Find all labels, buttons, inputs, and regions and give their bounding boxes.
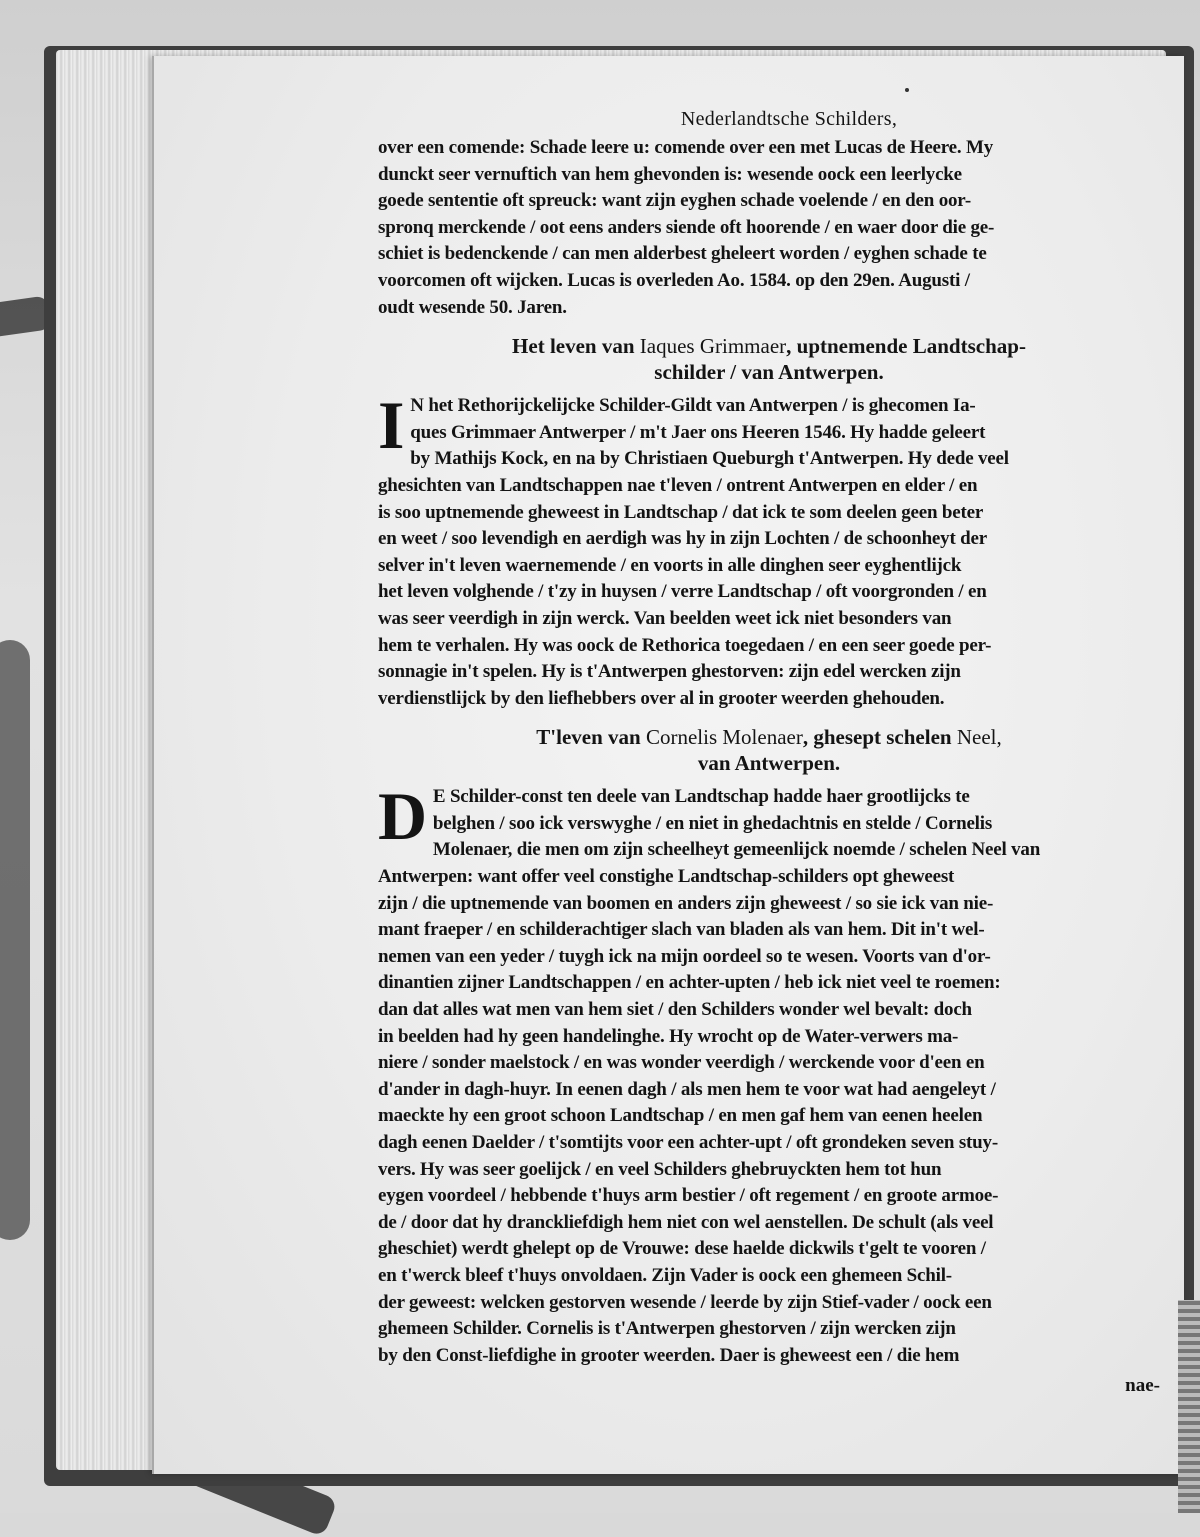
text-line: mant fraeper / en schilderachtiger slach van bladen als van hem. Dit in't wel- (378, 919, 985, 941)
text-line: oudt wesende 50. Jaren. (378, 296, 567, 318)
section-heading-grimmaer (378, 333, 1160, 385)
text-line: Molenaer, die men om zijn scheelheyt gemeenlijck noemde / schelen Neel van (432, 839, 1041, 861)
text-line: ghesichten van Landtschappen nae t'leven / ontrent Antwerpen en elder / en (378, 474, 978, 496)
text-line: der geweest: welcken gestorven wesende / leerde by zijn Stief-vader / oock een (378, 1291, 992, 1313)
section-heading-molenaer (378, 724, 1160, 776)
text-line: sonnagie in't spelen. Hy is t'Antwerpen ghestorven: zijn edel wercken zijn (378, 661, 961, 683)
text-line: maeckte hy een groot schoon Landtschap / en men gaf hem van eenen heelen (378, 1105, 983, 1127)
text-line: goede sententie oft spreuck: want zijn eyghen schade voelende / en den oor- (378, 190, 971, 212)
text-line: E Schilder-const ten deele van Landtschap hadde haer grootlijcks te (432, 786, 970, 808)
text-line: zijn / die uptnemende van boomen en anders zijn gheweest / so sie ick van nie- (378, 892, 994, 914)
catchword: nae- (1125, 1375, 1160, 1397)
heading-text: Het leven van (512, 334, 635, 359)
text-line: in beelden had hy geen handelinghe. Hy wrocht op de Water-verwers ma- (378, 1025, 959, 1047)
heading-text: T'leven van (536, 725, 641, 750)
paragraph-grimmaer (378, 387, 1160, 712)
drop-cap: D (378, 778, 427, 855)
heading-name: Cornelis Molenaer (645, 725, 803, 750)
text-line: is soo uptnemende gheweest in Landtschap / dat ick te som deelen geen beter (378, 501, 984, 523)
text-line: ques Grimmaer Antwerper / m't Jaer ons Heeren 1546. Hy hadde geleert (410, 421, 986, 443)
drop-cap: I (378, 387, 405, 464)
text-line: selver in't leven waernemende / en voorts in alle dinghen seer eyghentlijck (378, 554, 962, 576)
text-line: spronq merckende / oot eens anders siende oft hoorende / en waer door die ge- (378, 216, 995, 238)
text-line: by Mathijs Kock, en na by Christiaen Queburgh t'Antwerpen. Hy dede veel (410, 448, 1009, 470)
text-line: voorcomen oft wijcken. Lucas is overleden Ao. 1584. op den 29en. Augusti / (378, 269, 970, 291)
text-line: N het Rethorijckelijcke Schilder-Gildt van Antwerpen / is ghecomen Ia- (410, 395, 976, 417)
paragraph-lucas-de-heere-end (378, 135, 1160, 321)
text-line: verdienstlijck by den liefhebbers over al in grooter weerden ghehouden. (378, 687, 945, 709)
text-line: hem te verhalen. Hy was oock de Rethorica toegedaen / en een seer goede per- (378, 634, 992, 656)
text-line: belghen / soo ick verswyghe / en niet in ghedachtnis en stelde / Cornelis (432, 812, 993, 834)
text-line: dinantien zijner Landtschappen / en achter-upten / heb ick niet veel te roemen: (378, 972, 1001, 994)
heading-name: Iaques Grimmaer (639, 334, 787, 359)
text-line: gheschiet) werdt ghelept op de Vrouwe: dese haelde dickwils t'gelt te vooren / (378, 1238, 986, 1260)
running-head: Nederlandtsche Schilders, (680, 108, 898, 130)
text-line: schiet is bedenckende / can men alderbest gheleert worden / eyghen schade te (378, 243, 987, 265)
text-line: vers. Hy was seer goelijck / en veel Schilders ghebruyckten hem tot hun (378, 1158, 942, 1180)
text-line: over een comende: Schade leere u: comende over een met Lucas de Heere. My (378, 137, 994, 158)
text-line: dunckt seer vernuftich van hem ghevonden is: wesende oock een leerlycke (378, 163, 962, 185)
text-line: de / door dat hy dranckliefdigh hem niet con wel aenstellen. De schult (als veel (378, 1211, 994, 1233)
heading-text: van Antwerpen. (697, 751, 841, 776)
page-text (378, 108, 1160, 1397)
paragraph-molenaer (378, 778, 1160, 1369)
ink-speck (905, 88, 909, 92)
text-line: niere / sonder maelstock / en was wonder veerdigh / werckende voor d'een en (378, 1052, 985, 1074)
text-line: by den Const-liefdighe in grooter weerden. Daer is gheweest een / die hem (378, 1344, 960, 1366)
text-line: Antwerpen: want offer veel constighe Landtschap-schilders opt gheweest (378, 866, 955, 888)
text-line: eygen voordeel / hebbende t'huys arm bestier / oft regement / en groote armoe- (378, 1185, 999, 1207)
text-line: ghemeen Schilder. Cornelis is t'Antwerpen ghestorven / zijn wercken zijn (378, 1318, 956, 1340)
text-line: was seer veerdigh in zijn werck. Van beelden weet ick niet besonders van (378, 607, 952, 629)
heading-text: , ghesept schelen (802, 725, 952, 750)
text-line: en t'werck bleef t'huys onvoldaen. Zijn Vader is oock een ghemeen Schil- (378, 1264, 952, 1286)
text-line: en weet / soo levendigh en aerdigh was hy in zijn Lochten / de schoonheyt der (378, 528, 987, 550)
text-line: nemen van een yeder / tuygh ick na mijn oordeel so te wesen. Voorts van d'or- (378, 945, 991, 967)
heading-text: schilder / van Antwerpen. (654, 360, 884, 385)
text-line: dagh eenen Daelder / t'somtijts voor een achter-upt / oft grondeken seven stuy- (378, 1132, 998, 1153)
text-line: d'ander in dagh-huyr. In eenen dagh / als men hem te voor wat had aengeleyt / (378, 1078, 996, 1100)
text-line: dan dat alles wat men van hem siet / den Schilders wonder wel bevalt: doch (378, 999, 972, 1021)
book-strap (0, 640, 30, 1240)
heading-name: Neel, (956, 725, 1002, 750)
text-line: het leven volghende / t'zy in huysen / verre Landtschap / oft voorgronden / en (378, 581, 987, 603)
binding-clasp (1178, 1300, 1200, 1513)
heading-text: , uptnemende Landtschap- (786, 334, 1026, 359)
